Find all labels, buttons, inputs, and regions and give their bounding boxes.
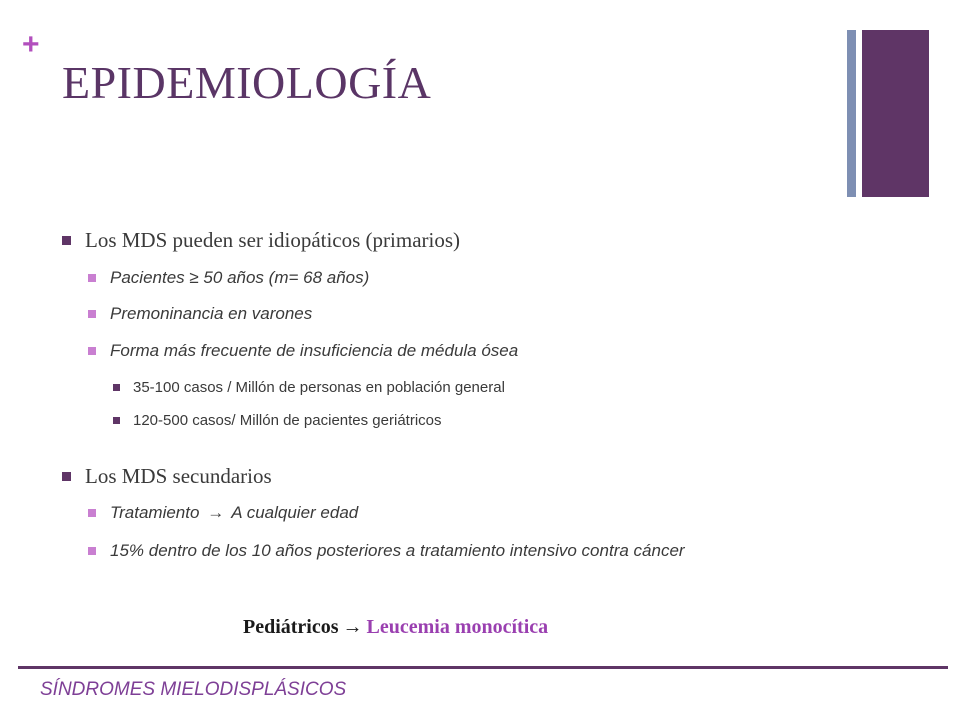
square-bullet-icon xyxy=(62,236,71,245)
square-bullet-icon xyxy=(88,509,96,517)
square-bullet-icon xyxy=(88,274,96,282)
subbullet xyxy=(88,341,518,361)
subbullet-text: 15% dentro de los 10 años posteriores a tratamiento intensivo contra cáncer xyxy=(110,541,685,560)
footer-divider xyxy=(18,666,948,669)
slide-title: EPIDEMIOLOGÍA xyxy=(62,57,432,108)
square-bullet-icon xyxy=(88,347,96,355)
arrow-right-icon: → xyxy=(207,503,225,522)
subsubbullet xyxy=(113,379,505,396)
bullet-secondary xyxy=(62,464,272,489)
subbullet-text xyxy=(110,503,358,523)
subsubbullet-text: 120-500 casos/ Millón de pacientes geriátricos xyxy=(133,412,442,429)
footer-title: SÍNDROMES MIELODISPLÁSICOS xyxy=(40,679,347,700)
subbullet xyxy=(88,541,685,561)
pediatric-note xyxy=(243,616,548,639)
square-bullet-icon xyxy=(113,417,120,424)
treatment-label: Tratamiento xyxy=(110,503,200,522)
subbullet-text: Forma más frecuente de insuficiencia de médula ósea xyxy=(110,341,519,360)
square-bullet-icon xyxy=(113,384,120,391)
note-label: Pediátricos xyxy=(243,616,339,638)
plus-icon: + xyxy=(22,28,40,61)
bullet-text: Los MDS pueden ser idiopáticos (primarios) xyxy=(85,228,461,252)
square-bullet-icon xyxy=(62,472,71,481)
bullet-text: Los MDS secundarios xyxy=(85,464,272,488)
subbullet xyxy=(88,503,358,523)
subbullet xyxy=(88,268,369,288)
square-bullet-icon xyxy=(88,310,96,318)
bullet-primary xyxy=(62,228,460,253)
square-bullet-icon xyxy=(88,547,96,555)
subbullet-text: Pacientes ≥ 50 años (m= 68 años) xyxy=(110,268,370,287)
subsubbullet xyxy=(113,412,442,429)
note-value: Leucemia monocítica xyxy=(366,616,549,638)
subbullet-text: Premoninancia en varones xyxy=(110,304,313,323)
subbullet xyxy=(88,304,312,324)
arrow-right-icon: → xyxy=(342,616,363,638)
subsubbullet-text: 35-100 casos / Millón de personas en población general xyxy=(133,379,505,396)
treatment-value: A cualquier edad xyxy=(231,503,359,522)
